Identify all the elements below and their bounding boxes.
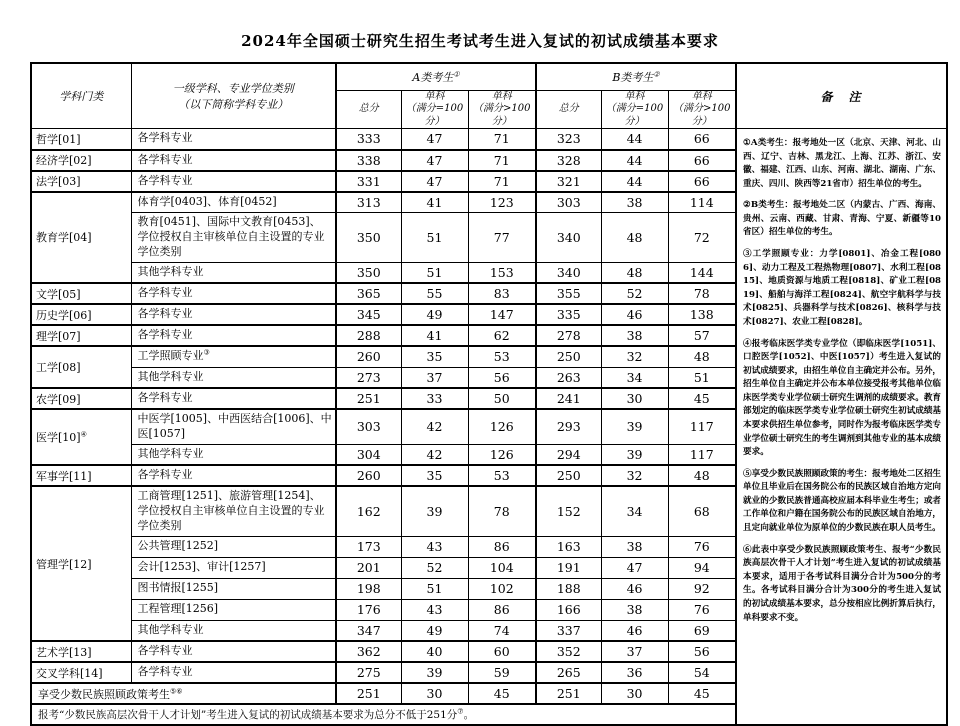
score-cell: 56	[668, 641, 736, 662]
score-cell: 72	[668, 213, 736, 263]
score-cell: 86	[468, 599, 536, 620]
score-cell: 333	[336, 129, 401, 150]
score-cell: 162	[336, 486, 401, 536]
score-cell: 30	[601, 683, 668, 704]
score-cell: 51	[401, 262, 468, 283]
category-cell: 管理学[12]	[31, 486, 131, 641]
score-cell: 163	[536, 536, 601, 557]
score-cell: 331	[336, 171, 401, 192]
score-cell: 173	[336, 536, 401, 557]
remark-note: ③工学照顾专业：力学[0801]、冶金工程[0806]、动力工程及工程热物理[0807]、水利工程[0815]、地质资源与地质工程[0818]、矿业工程[0819]、船舶与海洋工程[0824]、航空宇航科学与技术[0825]、兵器科学与技术[0826]、核科学与技术[0827]、农业工程[0828]。	[743, 249, 942, 327]
score-cell: 328	[536, 150, 601, 171]
score-cell: 114	[668, 192, 736, 213]
score-cell: 47	[401, 171, 468, 192]
score-cell: 347	[336, 620, 401, 641]
score-cell: 201	[336, 557, 401, 578]
score-cell: 66	[668, 129, 736, 150]
category-cell: 经济学[02]	[31, 150, 131, 171]
header-group-a: A类考生①	[336, 63, 536, 90]
discipline-cell: 其他学科专业	[131, 620, 336, 641]
remark-note: ②B类考生：报考地处二区（内蒙古、广西、海南、贵州、云南、西藏、甘肃、青海、宁夏、新疆等10省区）招生单位的考生。	[743, 200, 942, 238]
score-cell: 78	[668, 283, 736, 304]
score-cell: 191	[536, 557, 601, 578]
score-cell: 44	[601, 129, 668, 150]
score-cell: 52	[601, 283, 668, 304]
score-cell: 278	[536, 325, 601, 346]
score-cell: 250	[536, 346, 601, 367]
score-cell: 138	[668, 304, 736, 325]
page-title: 2024年全国硕士研究生招生考试考生进入复试的初试成绩基本要求	[241, 32, 719, 50]
discipline-cell: 各学科专业	[131, 662, 336, 683]
score-cell: 37	[601, 641, 668, 662]
score-cell: 147	[468, 304, 536, 325]
score-cell: 53	[468, 346, 536, 367]
score-cell: 32	[601, 465, 668, 486]
score-cell: 66	[668, 150, 736, 171]
score-cell: 126	[468, 444, 536, 465]
discipline-cell: 各学科专业	[131, 465, 336, 486]
score-cell: 275	[336, 662, 401, 683]
score-cell: 39	[601, 409, 668, 444]
discipline-cell: 其他学科专业	[131, 444, 336, 465]
score-cell: 265	[536, 662, 601, 683]
score-cell: 188	[536, 578, 601, 599]
score-cell: 365	[336, 283, 401, 304]
score-cell: 350	[336, 262, 401, 283]
score-cell: 352	[536, 641, 601, 662]
score-cell: 251	[536, 683, 601, 704]
discipline-cell: 各学科专业	[131, 129, 336, 150]
category-cell: 法学[03]	[31, 171, 131, 192]
discipline-cell: 各学科专业	[131, 171, 336, 192]
score-cell: 52	[401, 557, 468, 578]
remark-note: ⑥此表中享受少数民族照顾政策考生、报考“少数民族高层次骨干人才计划”考生进入复试的初试成绩基本要求，适用于各考试科目满分合计为500分的考生。各考试科目满分合计为300分的考生进入复试的初试成绩基本要求，总分按相应比例折算后执行，单科要求不变。	[743, 544, 942, 623]
header-b-total: 总分	[536, 90, 601, 129]
discipline-cell: 公共管理[1252]	[131, 536, 336, 557]
discipline-cell: 各学科专业	[131, 388, 336, 409]
score-cell: 251	[336, 683, 401, 704]
discipline-cell: 工程管理[1256]	[131, 599, 336, 620]
discipline-cell: 工学照顾专业③	[131, 346, 336, 367]
header-a-single-eq100: 单科 （满分=100分）	[401, 90, 468, 129]
score-cell: 39	[401, 486, 468, 536]
score-cell: 273	[336, 367, 401, 388]
score-cell: 288	[336, 325, 401, 346]
score-cell: 77	[468, 213, 536, 263]
score-cell: 152	[536, 486, 601, 536]
score-cell: 304	[336, 444, 401, 465]
score-cell: 49	[401, 304, 468, 325]
special-policy-label: 享受少数民族照顾政策考生⑤⑥	[31, 683, 336, 704]
score-cell: 198	[336, 578, 401, 599]
score-cell: 83	[468, 283, 536, 304]
score-cell: 76	[668, 536, 736, 557]
score-cell: 42	[401, 409, 468, 444]
score-cell: 30	[401, 683, 468, 704]
score-cell: 44	[601, 150, 668, 171]
category-cell: 艺术学[13]	[31, 641, 131, 662]
discipline-cell: 教育[0451]、国际中文教育[0453]、 学位授权自主审核单位自主设置的专业学位类别	[131, 213, 336, 263]
score-cell: 313	[336, 192, 401, 213]
score-cell: 94	[668, 557, 736, 578]
header-remarks: 备 注	[736, 63, 947, 129]
score-cell: 47	[401, 150, 468, 171]
score-cell: 323	[536, 129, 601, 150]
score-cell: 92	[668, 578, 736, 599]
score-cell: 303	[336, 409, 401, 444]
score-cell: 45	[668, 683, 736, 704]
score-cell: 48	[601, 213, 668, 263]
score-cell: 53	[468, 465, 536, 486]
score-cell: 303	[536, 192, 601, 213]
score-cell: 48	[601, 262, 668, 283]
score-cell: 38	[601, 192, 668, 213]
score-cell: 45	[668, 388, 736, 409]
header-b-single-eq100: 单科 （满分=100分）	[601, 90, 668, 129]
score-cell: 37	[401, 367, 468, 388]
score-cell: 51	[401, 578, 468, 599]
score-cell: 32	[601, 346, 668, 367]
discipline-cell: 各学科专业	[131, 283, 336, 304]
score-cell: 45	[468, 683, 536, 704]
category-cell: 军事学[11]	[31, 465, 131, 486]
score-cell: 340	[536, 213, 601, 263]
score-cell: 123	[468, 192, 536, 213]
score-cell: 30	[601, 388, 668, 409]
score-cell: 166	[536, 599, 601, 620]
score-cell: 33	[401, 388, 468, 409]
score-cell: 350	[336, 213, 401, 263]
discipline-cell: 各学科专业	[131, 325, 336, 346]
category-cell: 医学[10]④	[31, 409, 131, 465]
score-cell: 50	[468, 388, 536, 409]
score-cell: 86	[468, 536, 536, 557]
score-cell: 60	[468, 641, 536, 662]
score-cell: 78	[468, 486, 536, 536]
discipline-cell: 工商管理[1251]、旅游管理[1254]、 学位授权自主审核单位自主设置的专业学位类别	[131, 486, 336, 536]
remark-note: ④报考临床医学类专业学位（即临床医学[1051]、口腔医学[1052]、中医[1057]）考生进入复试的初试成绩要求，由招生单位自主确定并公布。另外，招生单位自主确定并公布本单位接受报考其他单位临床医学类专业学位硕士研究生调剂的成绩要求。教育部划定的临床医学类专业学位硕士研究生初试成绩基本要求供招生单位参考，同时作为报考临床医学类专业学位硕士研究生的考生调剂到其他专业的基本成绩要求。	[743, 338, 942, 458]
header-b-single-gt100: 单科 （满分>100分）	[668, 90, 736, 129]
score-cell: 51	[401, 213, 468, 263]
category-cell: 文学[05]	[31, 283, 131, 304]
score-cell: 34	[601, 486, 668, 536]
score-cell: 260	[336, 346, 401, 367]
score-cell: 71	[468, 150, 536, 171]
discipline-cell: 其他学科专业	[131, 367, 336, 388]
score-cell: 144	[668, 262, 736, 283]
remarks-cell	[736, 129, 947, 726]
score-cell: 338	[336, 150, 401, 171]
score-cell: 46	[601, 304, 668, 325]
score-cell: 335	[536, 304, 601, 325]
score-cell: 321	[536, 171, 601, 192]
score-cell: 176	[336, 599, 401, 620]
score-cell: 74	[468, 620, 536, 641]
score-table	[30, 62, 948, 726]
discipline-cell: 各学科专业	[131, 150, 336, 171]
category-cell: 教育学[04]	[31, 192, 131, 284]
score-cell: 76	[668, 599, 736, 620]
score-cell: 355	[536, 283, 601, 304]
discipline-cell: 图书情报[1255]	[131, 578, 336, 599]
score-cell: 48	[668, 346, 736, 367]
score-cell: 55	[401, 283, 468, 304]
score-cell: 102	[468, 578, 536, 599]
score-cell: 62	[468, 325, 536, 346]
score-cell: 293	[536, 409, 601, 444]
score-cell: 40	[401, 641, 468, 662]
score-cell: 47	[601, 557, 668, 578]
category-cell: 交叉学科[14]	[31, 662, 131, 683]
score-cell: 36	[601, 662, 668, 683]
score-cell: 57	[668, 325, 736, 346]
score-cell: 48	[668, 465, 736, 486]
score-cell: 38	[601, 325, 668, 346]
score-cell: 69	[668, 620, 736, 641]
header-discipline: 一级学科、专业学位类别 （以下简称学科专业）	[131, 63, 336, 129]
score-cell: 126	[468, 409, 536, 444]
score-cell: 153	[468, 262, 536, 283]
score-cell: 35	[401, 465, 468, 486]
score-cell: 59	[468, 662, 536, 683]
score-cell: 35	[401, 346, 468, 367]
discipline-cell: 会计[1253]、审计[1257]	[131, 557, 336, 578]
score-cell: 340	[536, 262, 601, 283]
category-cell: 农学[09]	[31, 388, 131, 409]
discipline-cell: 中医学[1005]、中西医结合[1006]、中医[1057]	[131, 409, 336, 444]
score-cell: 362	[336, 641, 401, 662]
score-cell: 49	[401, 620, 468, 641]
score-cell: 39	[601, 444, 668, 465]
footer-note-text: 报考“少数民族高层次骨干人才计划”考生进入复试的初试成绩基本要求为总分不低于251分⑦。	[31, 704, 736, 725]
header-a-single-gt100: 单科 （满分>100分）	[468, 90, 536, 129]
score-cell: 117	[668, 444, 736, 465]
discipline-cell: 各学科专业	[131, 641, 336, 662]
score-cell: 46	[601, 578, 668, 599]
table-row	[31, 129, 947, 150]
score-cell: 56	[468, 367, 536, 388]
discipline-cell: 体育学[0403]、体育[0452]	[131, 192, 336, 213]
score-cell: 51	[668, 367, 736, 388]
score-cell: 44	[601, 171, 668, 192]
category-cell: 理学[07]	[31, 325, 131, 346]
score-cell: 260	[336, 465, 401, 486]
table-body	[31, 129, 947, 726]
score-cell: 241	[536, 388, 601, 409]
score-cell: 337	[536, 620, 601, 641]
category-cell: 历史学[06]	[31, 304, 131, 325]
category-cell: 哲学[01]	[31, 129, 131, 150]
score-cell: 38	[601, 536, 668, 557]
score-cell: 250	[536, 465, 601, 486]
remark-note: ⑤享受少数民族照顾政策的考生：报考地处二区招生单位且毕业后在国务院公布的民族区域自治地方定向就业的少数民族普通高校应届本科毕业生考生；或者工作单位和户籍在国务院公布的民族区域自治地方，且定向就业单位为原单位的少数民族在职人员考生。	[743, 468, 942, 534]
score-cell: 117	[668, 409, 736, 444]
score-cell: 39	[401, 662, 468, 683]
score-cell: 71	[468, 129, 536, 150]
score-cell: 43	[401, 599, 468, 620]
score-cell: 46	[601, 620, 668, 641]
discipline-cell: 各学科专业	[131, 304, 336, 325]
score-cell: 34	[601, 367, 668, 388]
score-cell: 47	[401, 129, 468, 150]
discipline-cell: 其他学科专业	[131, 262, 336, 283]
score-cell: 345	[336, 304, 401, 325]
score-cell: 41	[401, 325, 468, 346]
score-cell: 54	[668, 662, 736, 683]
header-group-b: B类考生②	[536, 63, 736, 90]
header-a-total: 总分	[336, 90, 401, 129]
header-category: 学科门类	[31, 63, 131, 129]
score-cell: 66	[668, 171, 736, 192]
score-cell: 43	[401, 536, 468, 557]
score-cell: 263	[536, 367, 601, 388]
score-cell: 294	[536, 444, 601, 465]
score-cell: 38	[601, 599, 668, 620]
score-cell: 42	[401, 444, 468, 465]
score-cell: 71	[468, 171, 536, 192]
category-cell: 工学[08]	[31, 346, 131, 388]
remark-note: ①A类考生：报考地处一区（北京、天津、河北、山西、辽宁、吉林、黑龙江、上海、江苏、浙江、安徽、福建、江西、山东、河南、湖北、湖南、广东、重庆、四川、陕西等21省市）招生单位的考生。	[743, 138, 942, 189]
score-cell: 251	[336, 388, 401, 409]
score-cell: 68	[668, 486, 736, 536]
score-cell: 41	[401, 192, 468, 213]
score-cell: 104	[468, 557, 536, 578]
